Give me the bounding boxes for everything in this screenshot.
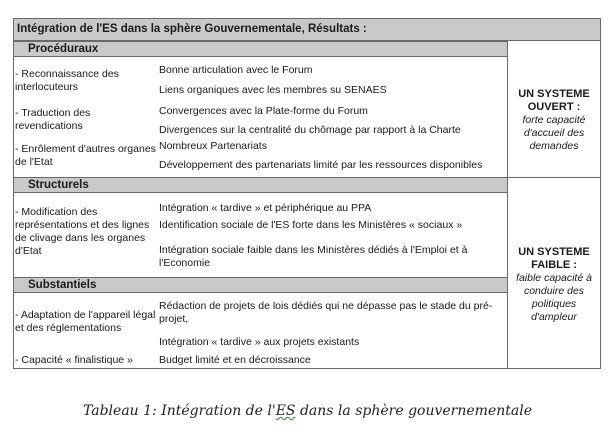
- verdict-divider: [508, 177, 600, 178]
- table-title: Intégration de l'ES dans la sphère Gouvernementale, Résultats :: [14, 19, 600, 41]
- row-value: Intégration sociale faible dans les Ministères dédiés à l'Emploi et à l'Economie: [159, 244, 468, 269]
- verdict-description: forte capacité d'accueil des demandes: [522, 114, 586, 152]
- row-value: Divergences sur la centralité du chômage par rapport à la Charte: [159, 124, 461, 136]
- row-value: Intégration « tardive » et périphérique au PPA: [159, 202, 372, 214]
- row-label: - Reconnaissance des interlocuteurs: [15, 68, 119, 93]
- verdict-open: [508, 88, 600, 153]
- caption-suffix: dans la sphère gouvernementale: [295, 403, 532, 419]
- verdict-description: faible capacité à conduire des politiques d'ampleur: [516, 272, 592, 323]
- row-value: Bonne articulation avec le Forum: [159, 64, 313, 76]
- verdict-weak: [508, 246, 600, 324]
- row-label: - Modification des représentations et des lignes de clivage dans les organes d'Etat: [15, 206, 150, 257]
- section-heading-proceduraux: Procéduraux: [14, 41, 507, 57]
- row-label: - Adaptation de l'appareil légal et des réglementations: [15, 309, 156, 334]
- results-table: [13, 18, 601, 369]
- row-label: - Traduction des revendications: [15, 107, 91, 132]
- row-value: Intégration « tardive » aux projets existants: [159, 336, 360, 348]
- verdict-title: UN SYSTEME OUVERT :: [518, 88, 590, 113]
- row-value: Rédaction de projets de lois dédiés qui ne dépasse pas le stade du pré-projet,: [159, 300, 493, 325]
- verdict-title: UN SYSTEME FAIBLE :: [518, 246, 590, 271]
- row-label: - Capacité « finalistique »: [15, 354, 133, 366]
- verdict-column: [507, 41, 600, 368]
- section-heading-structurels: Structurels: [14, 177, 507, 193]
- caption-prefix: Tableau 1: Intégration de l': [83, 403, 276, 419]
- row-value: Identification sociale de l'ES forte dans les Ministères « sociaux »: [159, 219, 463, 231]
- row-value: Développement des partenariats limité par les ressources disponibles: [159, 159, 483, 171]
- row-value: Liens organiques avec les membres su SENAES: [159, 84, 387, 96]
- row-value: Nombreux Partenariats: [159, 140, 267, 152]
- caption-underlined-word: ES: [275, 403, 296, 419]
- row-value: Convergences avec la Plate-forme du Forum: [159, 105, 368, 117]
- section-heading-substantiels: Substantiels: [14, 277, 507, 293]
- row-value: Budget limité et en décroissance: [159, 354, 311, 366]
- row-label: - Enrôlement d'autres organes de l'Etat: [15, 143, 156, 168]
- table-caption: [0, 403, 615, 419]
